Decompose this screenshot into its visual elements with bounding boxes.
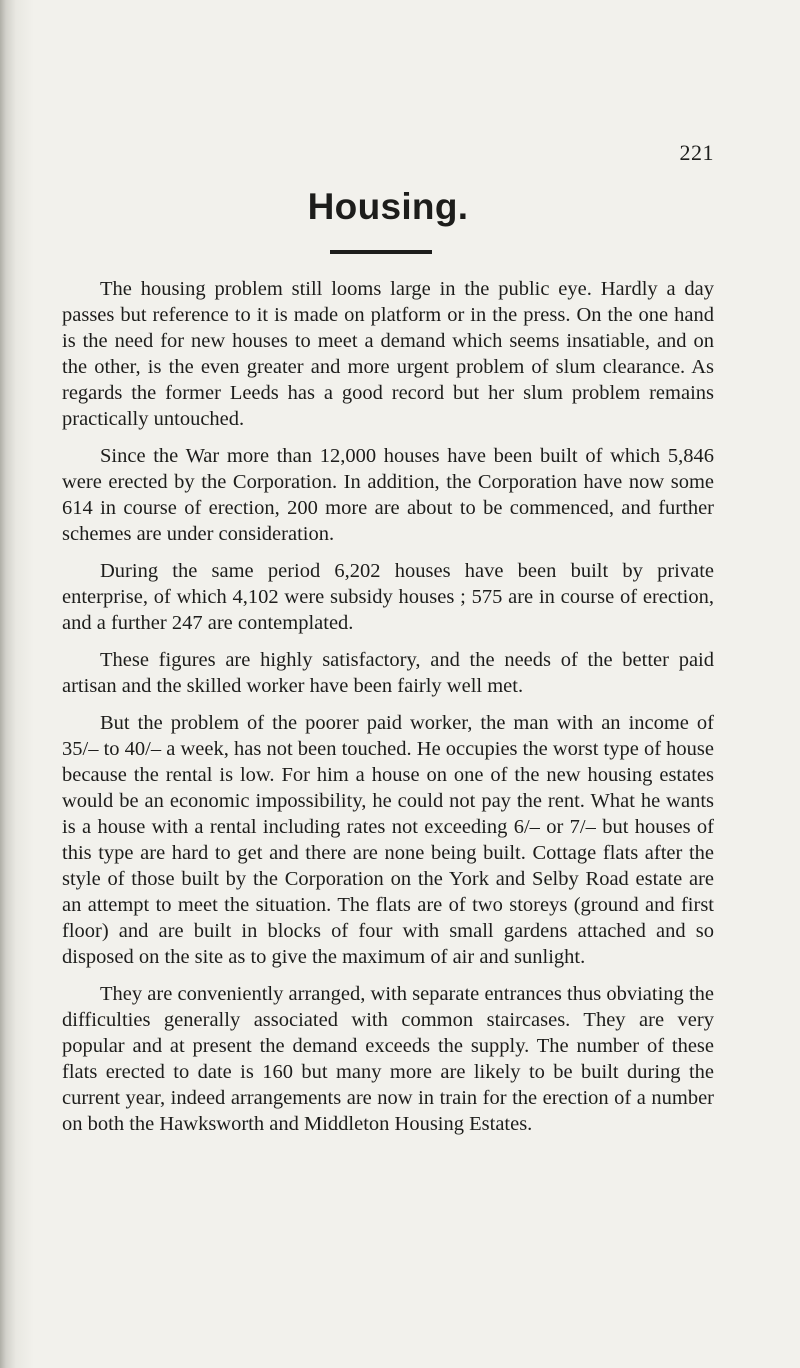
page-binding-shadow xyxy=(0,0,34,1368)
paragraph: They are conveniently arranged, with separate entrances thus obviating the difficulties generally associated with common staircases. They are very popular and at present the demand exceeds the supply. The number of these flats erected to date is 160 but many more are likely to be built during the current year, indeed arrangements are now in train for the erection of a number on both the Hawksworth and Middleton Housing Estates. xyxy=(62,983,714,1135)
paragraph: But the problem of the poorer paid worker, the man with an income of 35/– to 40/– a week, has not been touched. He occupies the worst type of house because the rental is low. For him a house on one of the new housing estates would be an economic impossibility, he could not pay the rent. What he wants is a house with a rental including rates not exceeding 6/– or 7/– but houses of this type are hard to get and there are none being built. Cottage flats after the style of those built by the Corporation on the York and Selby Road estate are an attempt to meet the situation. The flats are of two storeys (ground and first floor) and are built in blocks of four with small gardens attached and so disposed on the site as to give the maximum of air and sunlight. xyxy=(62,712,714,968)
body-text xyxy=(62,276,714,1148)
page-number: 221 xyxy=(679,140,714,165)
paragraph: The housing problem still looms large in the public eye. Hardly a day passes but reference to it is made on platform or in the press. On the one hand is the need for new houses to meet a demand which seems insatiable, and on the other, is the even greater and more urgent problem of slum clearance. As regards the former Leeds has a good record but her slum problem remains practically untouched. xyxy=(62,278,714,430)
paragraph: These figures are highly satisfactory, and the needs of the better paid artisan and the skilled worker have been fairly well met. xyxy=(62,649,714,697)
page-title: Housing. xyxy=(307,186,469,227)
paragraph: During the same period 6,202 houses have been built by private enterprise, of which 4,102 were subsidy houses ; 575 are in course of erection, and a further 247 are contemplated. xyxy=(62,560,714,634)
title-rule xyxy=(330,250,432,254)
paragraph: Since the War more than 12,000 houses have been built of which 5,846 were erected by the Corporation. In addition, the Corporation have now some 614 in course of erection, 200 more are about to be commenced, and further schemes are under consideration. xyxy=(62,445,714,545)
